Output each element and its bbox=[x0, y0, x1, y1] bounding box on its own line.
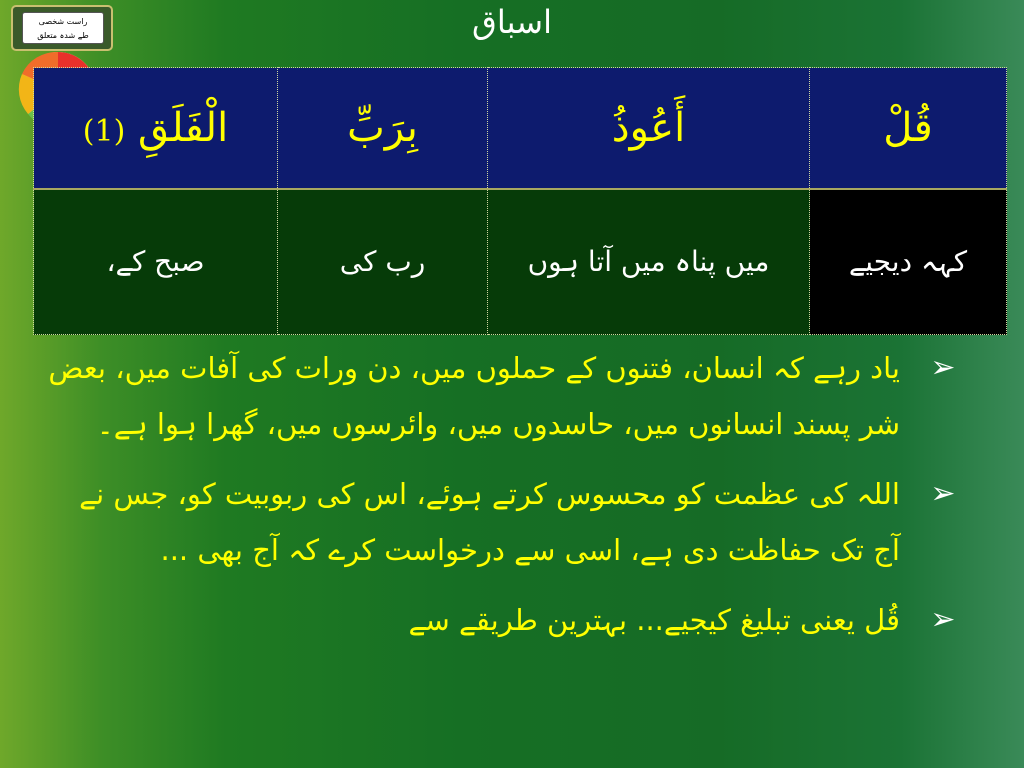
arabic-cell-birabbi: بِرَبِّ bbox=[278, 68, 488, 189]
urdu-cell-panah: میں پناہ میں آتا ہوں bbox=[488, 189, 810, 335]
logo-line-1: راست شخصی bbox=[38, 17, 88, 26]
urdu-cell-rab: رب کی bbox=[278, 189, 488, 335]
urdu-cell-subh: صبح کے، bbox=[34, 189, 278, 335]
arabic-cell-falaq bbox=[34, 68, 278, 189]
bullet-text: قُل یعنی تبلیغ کیجیے... بہترین طریقے سے bbox=[408, 603, 900, 637]
urdu-cell-keh: کہہ دیجیے bbox=[810, 189, 1007, 335]
bullet-text: یاد رہے کہ انسان، فتنوں کے حملوں میں، دن ورات کی آفات میں، بعض شر پسند انسانوں میں، حاسدوں میں، وائرسوں میں، گھرا ہوا ہے۔ bbox=[48, 351, 900, 441]
bullet-item bbox=[48, 340, 968, 452]
vocabulary-table bbox=[33, 67, 1007, 335]
verse-number: (1) bbox=[82, 113, 126, 149]
arrow-bullet-icon: ➢ bbox=[930, 476, 956, 511]
arabic-word: الْفَلَقِ bbox=[138, 104, 229, 151]
bullet-item bbox=[48, 592, 968, 648]
bullet-list bbox=[48, 340, 968, 662]
logo-label bbox=[22, 12, 104, 44]
arrow-bullet-icon: ➢ bbox=[930, 602, 956, 637]
slide-title: اسباق bbox=[472, 3, 552, 41]
logo-line-2: طے شدہ متعلق bbox=[37, 31, 89, 40]
arrow-bullet-icon: ➢ bbox=[930, 350, 956, 385]
bullet-item bbox=[48, 466, 968, 578]
urdu-row bbox=[34, 189, 1007, 335]
bullet-text: اللہ کی عظمت کو محسوس کرتے ہوئے، اس کی ربوبیت کو، جس نے آج تک حفاظت دی ہے، اسی سے درخواست کرے کہ آج بھی ... bbox=[79, 477, 900, 567]
arabic-cell-audhu: أَعُوذُ bbox=[488, 68, 810, 189]
arabic-cell-qul: قُلْ bbox=[810, 68, 1007, 189]
arabic-row bbox=[34, 68, 1007, 189]
